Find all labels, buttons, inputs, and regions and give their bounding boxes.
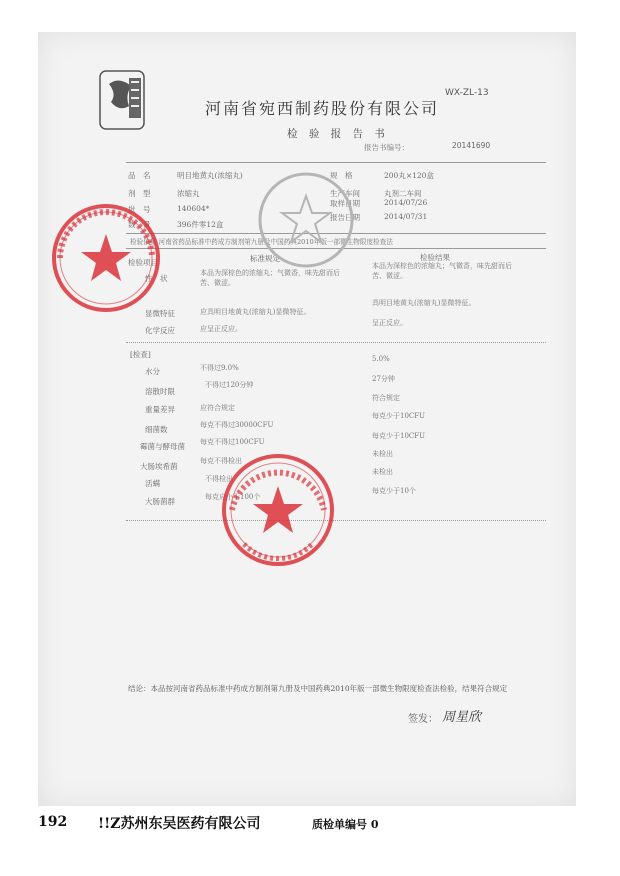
check-result: 未检出 (372, 468, 393, 476)
check-standard: 不得过9.0% (200, 364, 239, 372)
check-item: 大肠菌群 (145, 497, 175, 506)
check-standard: 不得检出 (205, 475, 233, 483)
check-item: 细菌数 (145, 425, 168, 434)
batch-label: 批 号 (128, 205, 151, 214)
check-item: 重量差异 (145, 405, 175, 414)
doc-code: WX-ZL-13 (445, 88, 489, 98)
dept-value: 丸剂二车间 (384, 189, 422, 198)
check-item: 溶散时限 (145, 387, 175, 396)
form-label: 剂 型 (128, 189, 151, 198)
header-item: 检验项目 (128, 258, 158, 267)
signature: 周星欣 (442, 710, 482, 725)
row-item: 显微特征 (145, 309, 175, 318)
header-result: 检验结果 (420, 253, 450, 262)
check-result: 27分钟 (372, 375, 395, 383)
report-no-label: 报告书编号： (364, 143, 409, 152)
check-standard: 不得过120分钟 (205, 381, 254, 389)
row-standard: 本品为深棕色的浓缩丸；气微香，味先甜而后苦、微涩。 (200, 269, 340, 287)
report-title: 检 验 报 告 书 (287, 128, 389, 140)
check-standard: 每克应小于100个 (205, 493, 261, 501)
section-divider (126, 342, 546, 343)
company-logo (99, 70, 145, 130)
page-number: 192 (38, 814, 68, 830)
check-item: 水分 (145, 367, 160, 376)
check-result: 未检出 (372, 450, 393, 458)
check-result: 符合规定 (372, 394, 400, 402)
check-result: 每克少于10CFU (372, 432, 426, 440)
signature-label: 签发： (408, 714, 438, 725)
report-date-label: 报告日期 (330, 213, 360, 222)
check-section-label: [检查] (130, 350, 151, 359)
report-date-value: 2014/07/31 (384, 212, 428, 221)
qty-label: 数 量 (128, 220, 151, 229)
red-stamp-left (42, 198, 170, 318)
report-no: 20141690 (452, 141, 491, 150)
row-result: 呈正反应。 (372, 319, 407, 327)
form-value: 浓缩丸 (177, 189, 200, 198)
product-value: 明目地黄丸(浓缩丸) (177, 171, 243, 180)
check-standard: 每克不得过30000CFU (200, 421, 274, 429)
row-standard: 应呈正反应。 (200, 325, 242, 333)
check-item: 霉菌与酵母菌 (140, 442, 185, 451)
check-standard: 每克不得检出 (200, 457, 242, 465)
qty-value: 396件零12盒 (177, 220, 224, 229)
red-stamp-bottom (214, 448, 342, 572)
check-item: 活螨 (145, 479, 160, 488)
basis-line: 检验依据 河南省药品标准中药成方制剂第九册及中国药典2010年版一部微生物限度检查法 (130, 238, 393, 246)
footer-company: !!Z苏州东吴医药有限公司 (98, 816, 261, 832)
check-result: 5.0% (372, 355, 390, 363)
gray-stamp (248, 168, 364, 272)
row-result: 本品为深棕色的浓缩丸；气微香，味先甜而后苦、微涩。 (372, 262, 512, 280)
sample-date-value: 2014/07/26 (384, 198, 428, 207)
row-item: 性 状 (145, 274, 168, 283)
check-result: 每克少于10CFU (372, 412, 426, 420)
dept-label: 生产车间 (330, 189, 360, 198)
header-standard: 标准规定 (250, 254, 280, 263)
row-result: 具明目地黄丸(浓缩丸)显微特征。 (372, 299, 476, 307)
row-item: 化学反应 (145, 326, 175, 335)
batch-value: 140604* (177, 204, 210, 213)
qc-number-label: 质检单编号 0 (312, 818, 379, 831)
conclusion-text: 结论：本品按河南省药品标准中药成方制剂第九册及中国药典2010年版一部微生物限度检查法检验，结果符合规定 (128, 684, 508, 693)
product-label: 品 名 (128, 171, 151, 180)
check-standard: 每克不得过100CFU (200, 438, 265, 446)
spec-value: 200丸×120盒 (384, 171, 434, 180)
check-result: 每克少于10个 (372, 487, 416, 495)
check-item: 大肠埃希菌 (140, 462, 178, 471)
company-name: 河南省宛西制药股份有限公司 (205, 99, 440, 118)
sample-date-label: 取样日期 (330, 199, 360, 208)
header-rule (126, 162, 546, 163)
check-standard: 应符合规定 (200, 404, 235, 412)
row-standard: 应具明目地黄丸(浓缩丸)显微特征。 (200, 308, 311, 316)
spec-label: 规 格 (330, 171, 353, 180)
